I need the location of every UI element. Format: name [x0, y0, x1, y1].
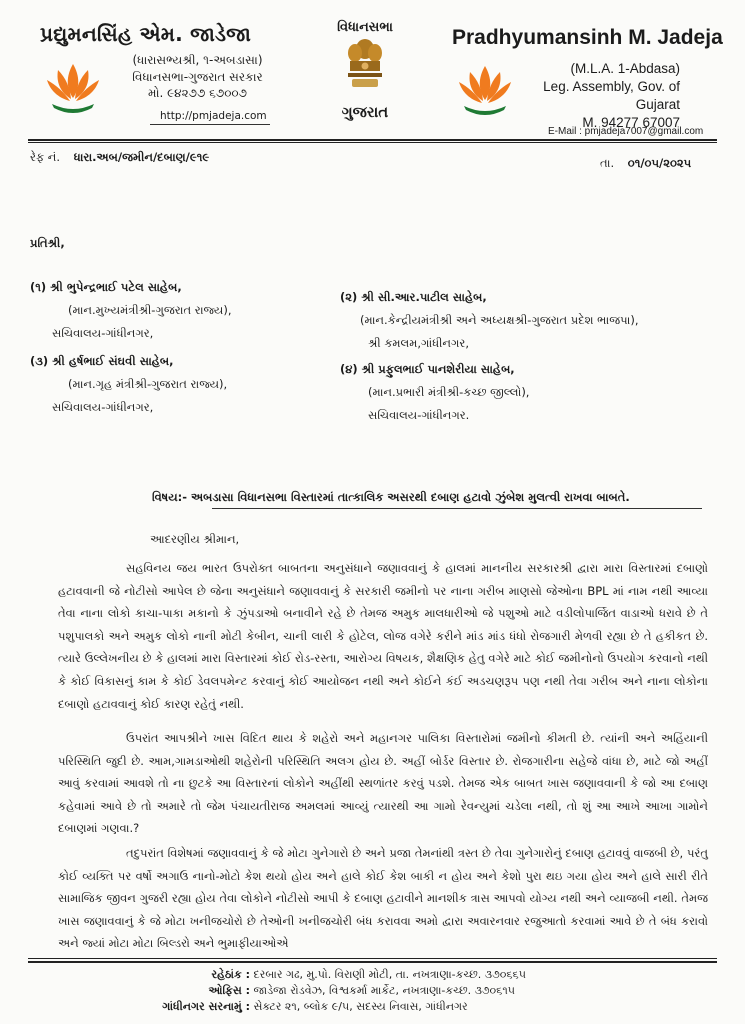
footer-divider: [28, 958, 717, 959]
ref-value: ધારા.અબ/જમીન/દબાણ/૯૧૯: [73, 150, 210, 164]
body-paragraph-2: [58, 727, 708, 840]
recipient-address: સચિવાલય-ગાંધીનગર.: [368, 408, 470, 422]
gandhinagar-value: સેક્ટર ૨૧, બ્લોક ૯/૫, સદસ્ય નિવાસ, ગાંધીનગર: [253, 1000, 468, 1013]
office-label: ઓફિસ :: [208, 984, 250, 997]
letter-date: [600, 156, 691, 171]
office-value: જાડેજા રોડવેઝ, વિશ્વકર્મા માર્કેટ, નખત્રાણા-કચ્છ. ૩૭૦૬૧૫: [253, 984, 515, 997]
header-divider: [28, 142, 717, 143]
office-address: [140, 983, 526, 999]
designation-line: (M.L.A. 1-Abdasa): [570, 61, 680, 76]
header-divider: [28, 139, 717, 141]
recipient-title: (માન.કેન્દ્રીયમંત્રીશ્રી અને અધ્યક્ષશ્રી-ગુજરાત પ્રદેશ ભાજપા),: [360, 313, 639, 327]
emblem-title: વિધાનસભા: [337, 20, 393, 35]
recipient-address: શ્રી કમલમ,ગાંધીનગર,: [368, 336, 469, 350]
footer-divider: [28, 961, 717, 963]
recipient-name: (૩) શ્રી હર્ષભાઈ સંઘવી સાહેબ,: [30, 354, 174, 368]
subject-underline: [212, 508, 702, 509]
paragraph-text: સહવિનય જય ભારત ઉપરોક્ત બાબતના અનુસંધાને જણાવવાનું કે હાલમાં માનનીય સરકારશ્રી દ્વારા મારા વિસ્તારમાં દબાણો હટાવવાની જે નોટીસો આપેલ છે જેના અનુસંધાને જણાવવાનું કે સરકારી જમીનો પર નાના ગરીબ માણસો જેઓના BPL માં નામ નથી આવ્યા તેવા નાના લોકો કાચા-પાકા મકાનો કે ઝુંપડાઓ બનાવીને રહે છે તેમજ અમુક માલધારીઓ જે પશુઓ માટે વડીલોપાર્જિત વાડાઓ ધરાવે છે તે પશુપાલકો અને અમુક લોકો નાની મોટી કેબીન, ચાની લારી કે હોટેલ, લોજ વગેરે કરીને માંડ માંડ ધંધો રોજગારી મેળવી રહ્યા છે તે હકીકત છે. ત્યારે ઉલ્લેખનીય છે કે હાલમાં મારા વિસ્તારમાં કોઈ રોડ-રસ્તા, આરોગ્ય વિષયક, શૈક્ષણિક હેતુ વગેરે માટે કોઈ જમીનોનો ઉપયોગ કરવાનો નથી કે કોઈ વિકાસનું કામ કે કોઈ ડેવલપમેન્ટ કરવાનું કોઈ આયોજન નથી અને કોઈને કંઈ અડચણરૂપ પણ નથી તેવા ગરીબ અને નાના લોકોના દબાણો હટાવવાનું કોઈ કારણ રહેતું નથી.: [58, 561, 708, 711]
recipient-address: સચિવાલય-ગાંધીનગર,: [52, 326, 154, 340]
salutation: આદરણીય શ્રીમાન,: [150, 532, 240, 546]
paragraph-text: તદુપરાંત વિશેષમાં જણાવવાનું કે જે મોટા ગુનેગારો છે અને પ્રજા તેમનાંથી ત્રસ્ત છે તેવા ગુનેગારોનું દબાણ હટાવવું વાજબી છે, પરંતુ કોઈ વ્યક્તિ પર વર્ષો અગાઉ નાનો-મોટો કેશ થયો હોય અને હાલે કોઈ કેશ બાકી ન હોય અને કેશો પુરા થઇ ગયા હોય અને હાલે સારી રીતે સામાજિક જીવન ગુજરી રહ્યા હોય તેવા લોકોને નોટીસો આપી કે દબાણ હટાવીને માનશીક ત્રાસ આપવો યોગ્ય નથી અને વ્યાજબી નથી. તેમજ ખાસ જણાવવાનું કે જે મોટા ખનીજચોરો છે તેઓની ખનીજચોરી બંધ કરાવવા અમો દ્વારા અવારનવાર રજુઆતો કરવામાં આવે છે તે બંધ કરાવો અને જ્યાં મોટા મોટા બિલ્ડરો અને ભુમાફીયાઓએ: [58, 846, 708, 951]
recipient-address: સચિવાલય-ગાંધીનગર,: [52, 400, 154, 414]
bjp-lotus-logo-left: [44, 58, 102, 120]
recipient-3: [30, 350, 227, 419]
body-paragraph-3: [58, 842, 708, 955]
assembly-emblem: [330, 20, 400, 121]
body-paragraph-1: [58, 557, 708, 715]
bjp-lotus-logo-right: [456, 60, 514, 122]
recipient-4: [340, 358, 529, 427]
phone-english: M. 94277 67007: [582, 115, 680, 130]
gandhinagar-label: ગાંધીનગર સરનામું :: [162, 1000, 250, 1013]
recipient-name: (૨) શ્રી સી.આર.પાટીલ સાહેબ,: [340, 290, 487, 304]
residence-value: દરબાર ગઢ, મુ.પો. વિરાણી મોટી, તા. નખત્રાણા-કચ્છ. ૩૭૦૬૬૫: [253, 968, 526, 981]
recipient-name: (૪) શ્રી પ્રફુલભાઈ પાનશેરીયા સાહેબ,: [340, 362, 515, 376]
recipient-heading: પ્રતિશ્રી,: [30, 236, 65, 250]
designation-line: Leg. Assembly, Gov. of Gujarat: [543, 79, 680, 112]
ref-label: રેફ નં.: [30, 150, 61, 164]
recipient-title: (માન.પ્રભારી મંત્રીશ્રી-કચ્છ જીલ્લો),: [368, 385, 530, 399]
phone-gujarati: મો. ૯૪૨૭૭ ૬૭૦૦૭: [147, 86, 248, 100]
recipient-title: (માન.ગૃહ મંત્રીશ્રી-ગુજરાત રાજ્ય),: [68, 377, 228, 391]
email-address[interactable]: E-Mail : pmjadeja7007@gmail.com: [548, 126, 704, 137]
name-gujarati: પ્રદ્યુમનસિંહ એમ. જાડેજા: [40, 22, 252, 46]
url-underline: [150, 124, 270, 125]
reference-number: [30, 150, 209, 165]
ashoka-emblem-icon: [344, 35, 386, 97]
residence-label: રહેઠાંક :: [211, 968, 250, 981]
designation-line: (ધારાસભ્યશ્રી, ૧-અબડાસા): [132, 53, 263, 67]
recipient-1: [30, 276, 232, 345]
english-designation: [520, 60, 680, 132]
name-english: Pradhyumansinh M. Jadeja: [452, 26, 723, 49]
residence-address: [140, 967, 526, 983]
gandhinagar-address: [140, 999, 526, 1015]
subject-line: વિષય:- અબડાસા વિધાનસભા વિસ્તારમાં તાત્કાલિક અસરથી દબાણ હટાવો ઝુંબેશ મુલત્વી રાખવા બાબતે.: [152, 490, 630, 504]
date-value: ૦૧/૦૫/૨૦૨૫: [627, 156, 692, 170]
recipient-2: [340, 286, 639, 355]
gujarati-designation: [110, 52, 285, 102]
website-link[interactable]: http://pmjadeja.com: [160, 110, 267, 122]
paragraph-text: ઉપરાંત આપશ્રીને ખાસ વિદિત થાય કે શહેરો અને મહાનગર પાલિકા વિસ્તારોમાં જમીનો કીમતી છે. ત્યાંની અને અહિંયાની પરિસ્થિતિ જુદી છે. આમ,ગામડાઓથી શહેરોની પરિસ્થિતિ અલગ હોય છે. અહીં બોર્ડર વિસ્તાર છે. રોજગારીના સહેજે વાંધા છે, માટે જો અહીં આવું કરવામાં આવશે તો ના છુટકે આ વિસ્તારનાં લોકોને અહીંથી સ્થળાંતર કરવું પડશે. તેમજ એક બાબત ખાસ જણાવવાની કે જો આ દબાણ કહેવામાં આવે છે તો અમારે તો જેમ પંચાયતીરાજ અમલમાં આવ્યું ત્યારથી આ ગામો રેવન્યુમાં ચડેલા નથી, તો શું આ આખે આખા ગામોને દબાણમાં ગણવા.?: [58, 731, 708, 836]
designation-line: વિધાનસભા-ગુજરાત સરકાર: [132, 69, 263, 84]
emblem-subtitle: ગુજરાત: [341, 103, 389, 121]
recipient-name: (૧) શ્રી ભુપેન્દ્રભાઈ પટેલ સાહેબ,: [30, 280, 182, 294]
date-label: તા.: [600, 156, 615, 170]
footer-addresses: [140, 967, 526, 1015]
recipient-title: (માન.મુખ્યમંત્રીશ્રી-ગુજરાત રાજ્ય),: [68, 303, 232, 317]
